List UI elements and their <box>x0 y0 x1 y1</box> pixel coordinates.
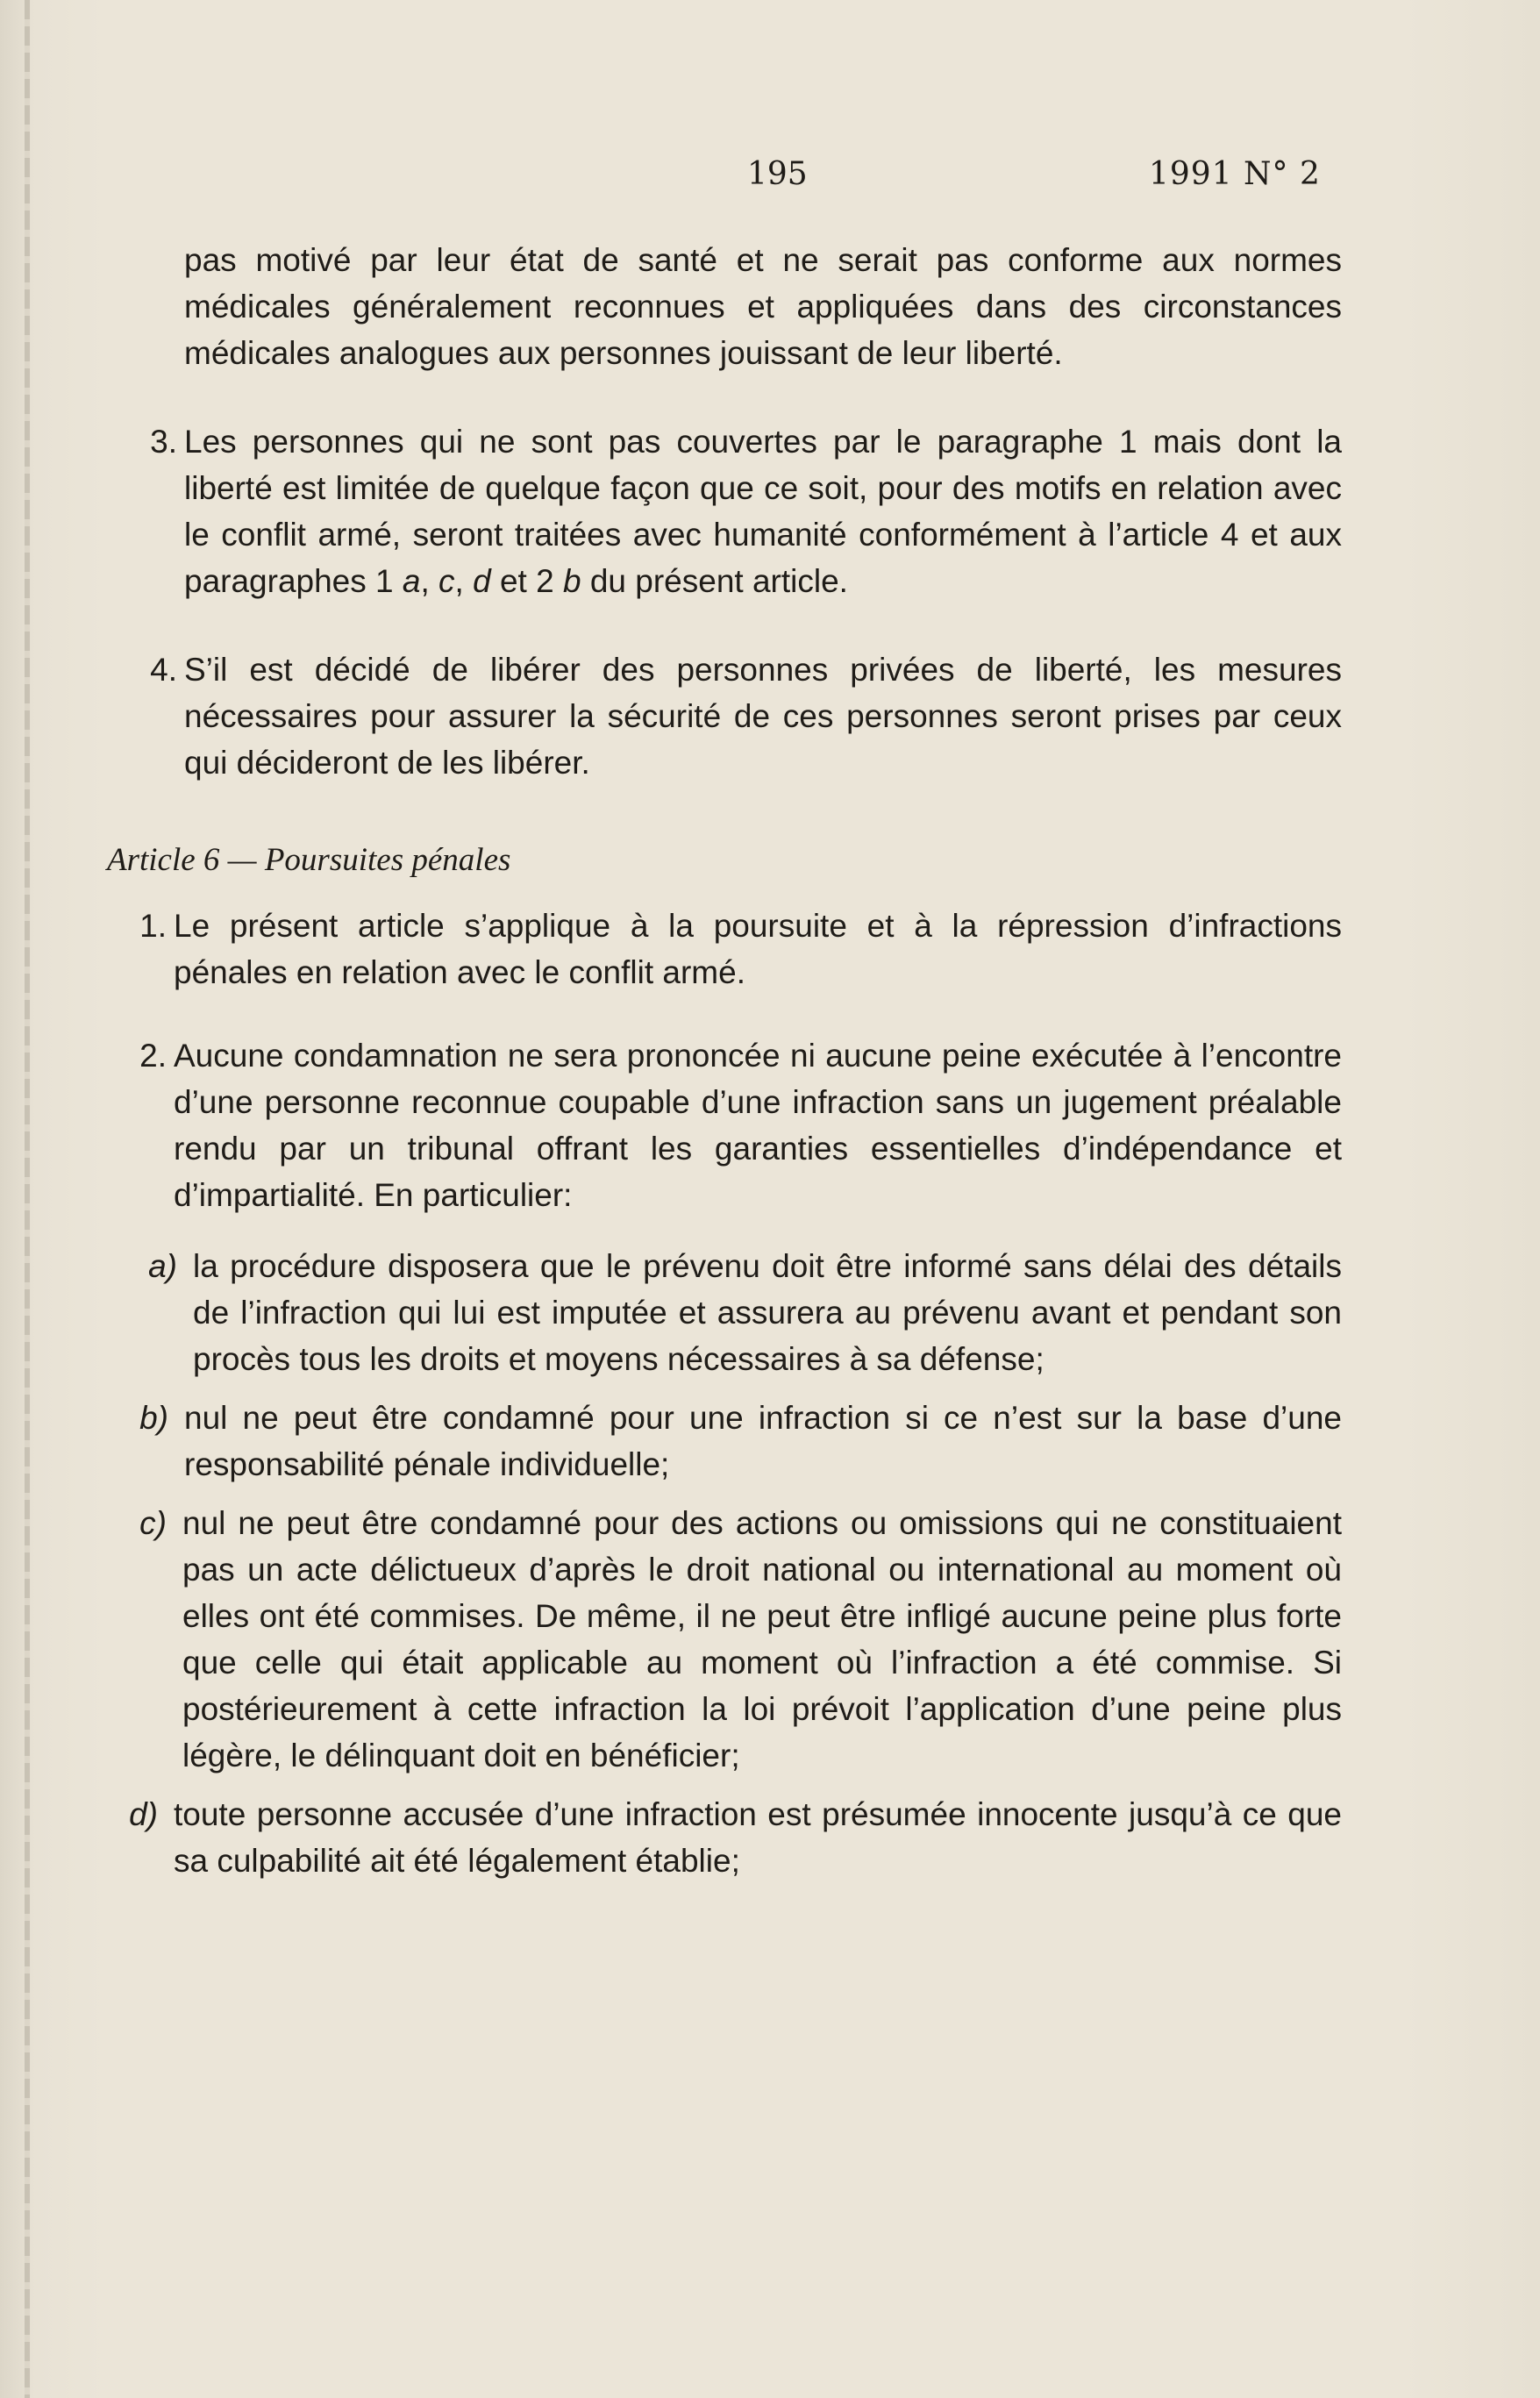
list-item-label: d) <box>129 1796 158 1832</box>
list-item-label: b) <box>139 1400 168 1436</box>
paragraph-number: 4. <box>150 652 177 688</box>
list-item <box>129 1791 1342 1884</box>
paragraph-4 <box>150 646 1342 786</box>
paragraph-3-tail-suffix: du présent article. <box>589 563 848 599</box>
list-item-text: nul ne peut être condamné pour une infraction si ce n’est sur la base d’une responsabilité pénale individuelle; <box>184 1400 1342 1482</box>
paragraph-4-text: S’il est décidé de libérer des personnes privées de liberté, les mesures nécessaires pour assurer la sécurité de ces personnes seront prises par ceux qui décideront de les libérer. <box>184 652 1342 781</box>
list-item <box>139 1500 1342 1779</box>
ref-c: c <box>438 563 455 599</box>
list-item-label: c) <box>139 1505 167 1541</box>
list-item-text: la procédure disposera que le prévenu doit être informé sans délai des détails de l’infraction qui lui est imputée et assurera au prévenu avant et pendant son procès tous les droits et moyens nécessaires à sa défense; <box>193 1248 1342 1377</box>
article6-paragraph-1-text: Le présent article s’applique à la poursuite et à la répression d’infractions pénales en relation avec le conflit armé. <box>174 908 1342 990</box>
article6-paragraph-2 <box>139 1032 1342 1218</box>
paragraph-3 <box>150 418 1342 604</box>
article6-paragraph-2-text: Aucune condamnation ne sera prononcée ni aucune peine exécutée à l’encontre d’une personne reconnue coupable d’une infraction sans un jugement préalable rendu par un tribunal offrant les garanties essentielles d’indépendance et d’impartialité. En particulier: <box>174 1038 1342 1213</box>
ref-a: a <box>402 563 421 599</box>
paragraph-3-text: Les personnes qui ne sont pas couvertes par le paragraphe 1 mais dont la liberté est limitée de quelque façon que ce soit, pour des motifs en relation avec le conflit armé, seront traitées avec humanité conformément à l’article 4 et aux paragraphes 1 a, c, d et 2 b du présent article. <box>184 424 1342 599</box>
ref-b: b <box>562 563 581 599</box>
ref-d: d <box>473 563 491 599</box>
page-number: 195 <box>747 156 808 192</box>
paragraph-number: 1. <box>139 908 167 944</box>
list-item <box>139 1395 1342 1488</box>
series-number: 1991 N° 2 <box>1149 156 1321 192</box>
binding-edge <box>25 0 30 2398</box>
paragraph-number: 2. <box>139 1038 167 1074</box>
body-text <box>107 237 1342 1884</box>
list-item <box>148 1243 1342 1382</box>
list-item-label: a) <box>148 1248 177 1284</box>
article-heading: Article 6 — Poursuites pénales <box>107 842 511 878</box>
paragraph-3-tail-prefix: et 2 <box>499 563 554 599</box>
intro-paragraph: pas motivé par leur état de santé et ne serait pas conforme aux normes médicales généralement reconnues et appliquées dans des circonstances médicales analogues aux personnes jouissant de leur liberté. <box>184 242 1342 371</box>
list-item-text: nul ne peut être condamné pour des actions ou omissions qui ne constituaient pas un acte délictueux d’après le droit national ou international au moment où elles ont été commises. De même, il ne peut être infligé aucune peine plus forte que celle qui était applicable au moment où l’infraction a été commise. Si postérieurement à cette infraction la loi prévoit l’application d’une peine plus légère, le délinquant doit en bénéficier; <box>182 1505 1342 1774</box>
article6-paragraph-1 <box>139 903 1342 996</box>
paragraph-3-body: Les personnes qui ne sont pas couvertes par le paragraphe 1 mais dont la liberté est limitée de quelque façon que ce soit, pour des motifs en relation avec le conflit armé, seront traitées avec humanité conformément à l’article 4 et aux paragraphes 1 <box>184 424 1342 599</box>
paragraph-number: 3. <box>150 424 177 460</box>
page-header <box>0 156 1540 200</box>
list-item-text: toute personne accusée d’une infraction est présumée innocente jusqu’à ce que sa culpabilité ait été légalement établie; <box>174 1796 1342 1879</box>
